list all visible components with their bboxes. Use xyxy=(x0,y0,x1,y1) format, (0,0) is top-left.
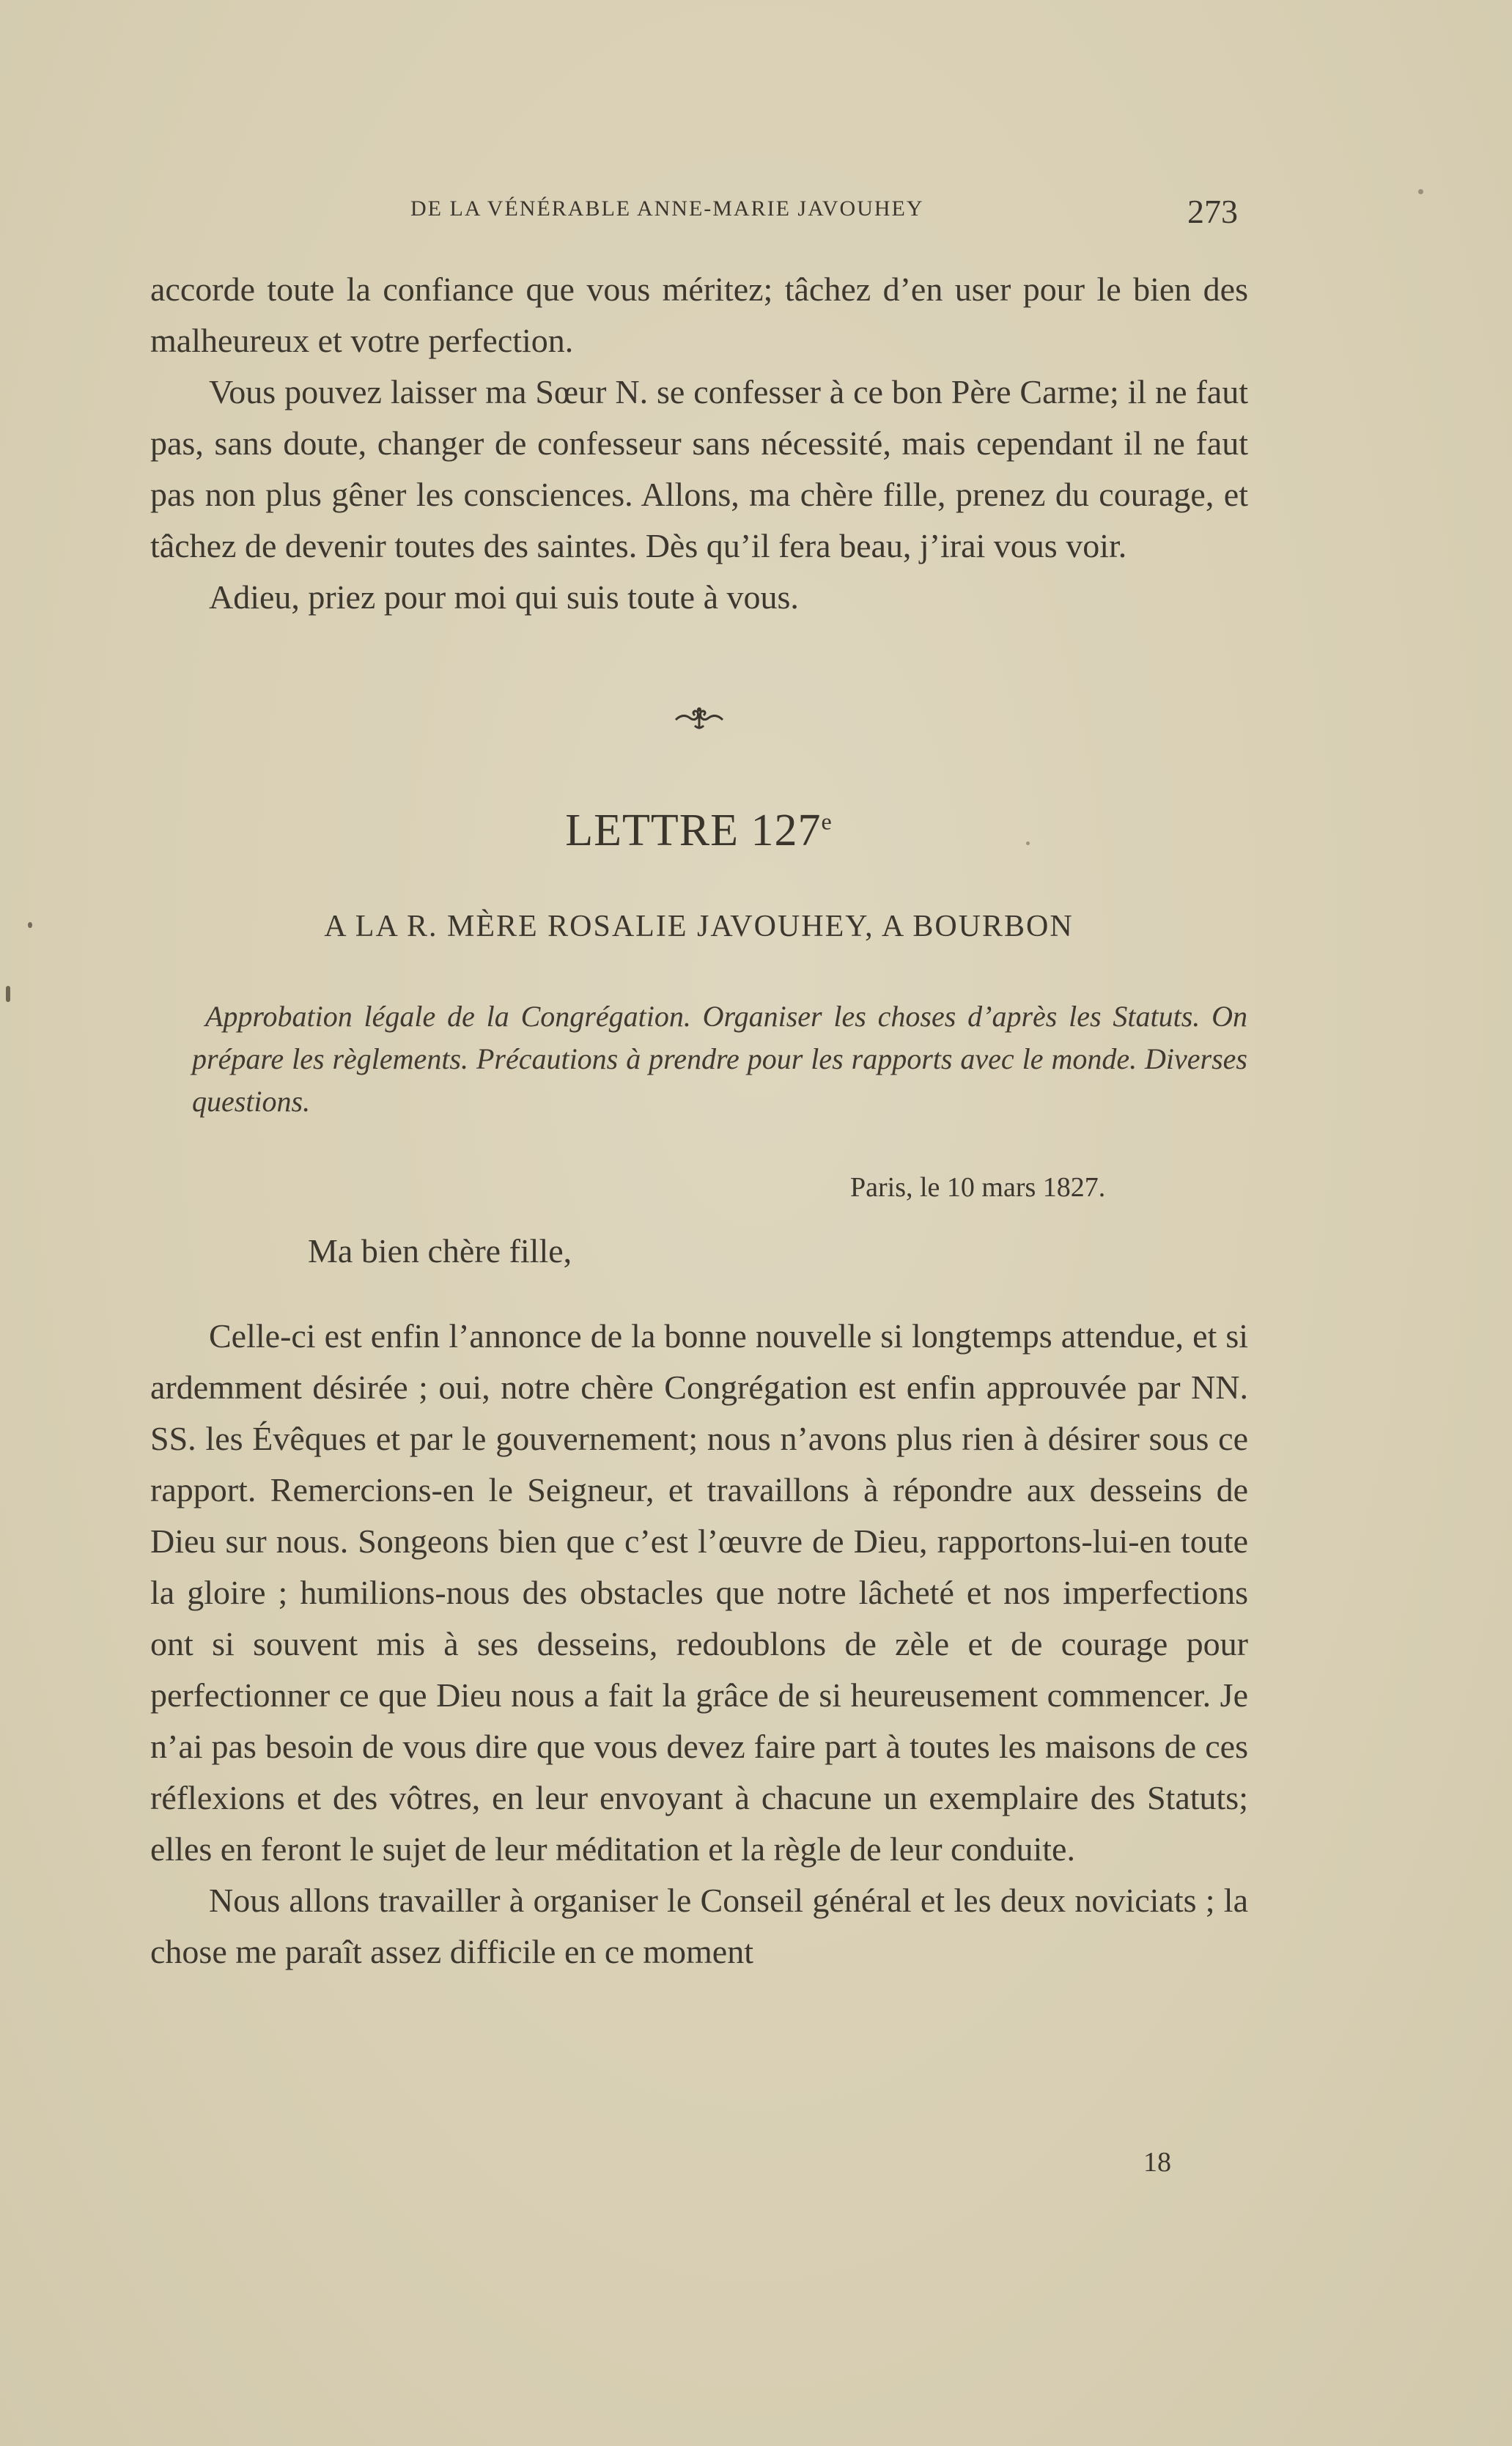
paper-speck xyxy=(1026,841,1030,845)
paragraph: Vous pouvez laisser ma Sœur N. se confesser à ce bon Père Carme; il ne faut pas, sans doute, changer de confesseur sans nécessité, mais cependant il ne faut pas non plus gêner les consciences. Allons, ma chère fille, prenez du courage, et tâchez de devenir toutes des saintes. Dès qu’il fera beau, j’irai vous voir. xyxy=(150,373,1248,564)
salutation: Ma bien chère fille, xyxy=(308,1232,572,1270)
paragraph: Celle-ci est enfin l’annonce de la bonne nouvelle si longtemps attendue, et si ardemment désirée ; oui, notre chère Congrégation est enfin approuvée par NN. SS. les Évêques et par le gouvernement; nous n’avons plus rien à désirer sous ce rapport. Remercions-en le Seigneur, et travaillons à répondre aux desseins de Dieu sur nous. Songeons bien que c’est l’œuvre de Dieu, rapportons-lui-en toute la gloire ; humilions-nous des obstacles que notre lâcheté et nos imperfections ont si souvent mis à ses desseins, redoublons de zèle et de courage pour perfectionner ce que Dieu nous a fait la grâce de si heureusement commencer. Je n’ai pas besoin de vous dire que vous devez faire part à toutes les maisons de ces réflexions et des vôtres, en leur envoyant à chacune un exemplaire des Statuts; elles en feront le sujet de leur méditation et la règle de leur conduite. xyxy=(150,1317,1248,1868)
signature-mark: 18 xyxy=(1143,2147,1171,2178)
running-head: DE LA VÉNÉRABLE ANNE-MARIE JAVOUHEY xyxy=(410,196,924,221)
preceding-letter-ending xyxy=(150,264,1248,623)
letter-body xyxy=(150,1311,1248,1978)
fleuron-ornament-icon xyxy=(673,704,726,733)
letter-summary: Approbation légale de la Congrégation. Organiser les choses d’après les Statuts. On prépare les règlements. Précautions à prendre pour les rapports avec le monde. Diverses questions. xyxy=(192,1000,1247,1118)
paragraph: Adieu, priez pour moi qui suis toute à vous. xyxy=(209,578,799,616)
letter-title-text: LETTRE 127 xyxy=(565,806,822,855)
letter-recipient: A LA R. MÈRE ROSALIE JAVOUHEY, A BOURBON xyxy=(324,910,1074,943)
paragraph: Nous allons travailler à organiser le Conseil général et les deux noviciats ; la chose me paraît assez difficile en ce moment xyxy=(150,1882,1248,1970)
paragraph: accorde toute la confiance que vous méritez; tâchez d’en user pour le bien des malheureux et votre perfection. xyxy=(150,270,1248,359)
paper-speck xyxy=(6,986,10,1002)
paper-speck xyxy=(28,922,32,928)
paper-speck xyxy=(1418,189,1423,194)
place-date: Paris, le 10 mars 1827. xyxy=(850,1172,1106,1203)
letter-title-suffix: e xyxy=(821,808,833,835)
page-number: 273 xyxy=(1187,193,1238,230)
letter-title xyxy=(0,805,1398,857)
